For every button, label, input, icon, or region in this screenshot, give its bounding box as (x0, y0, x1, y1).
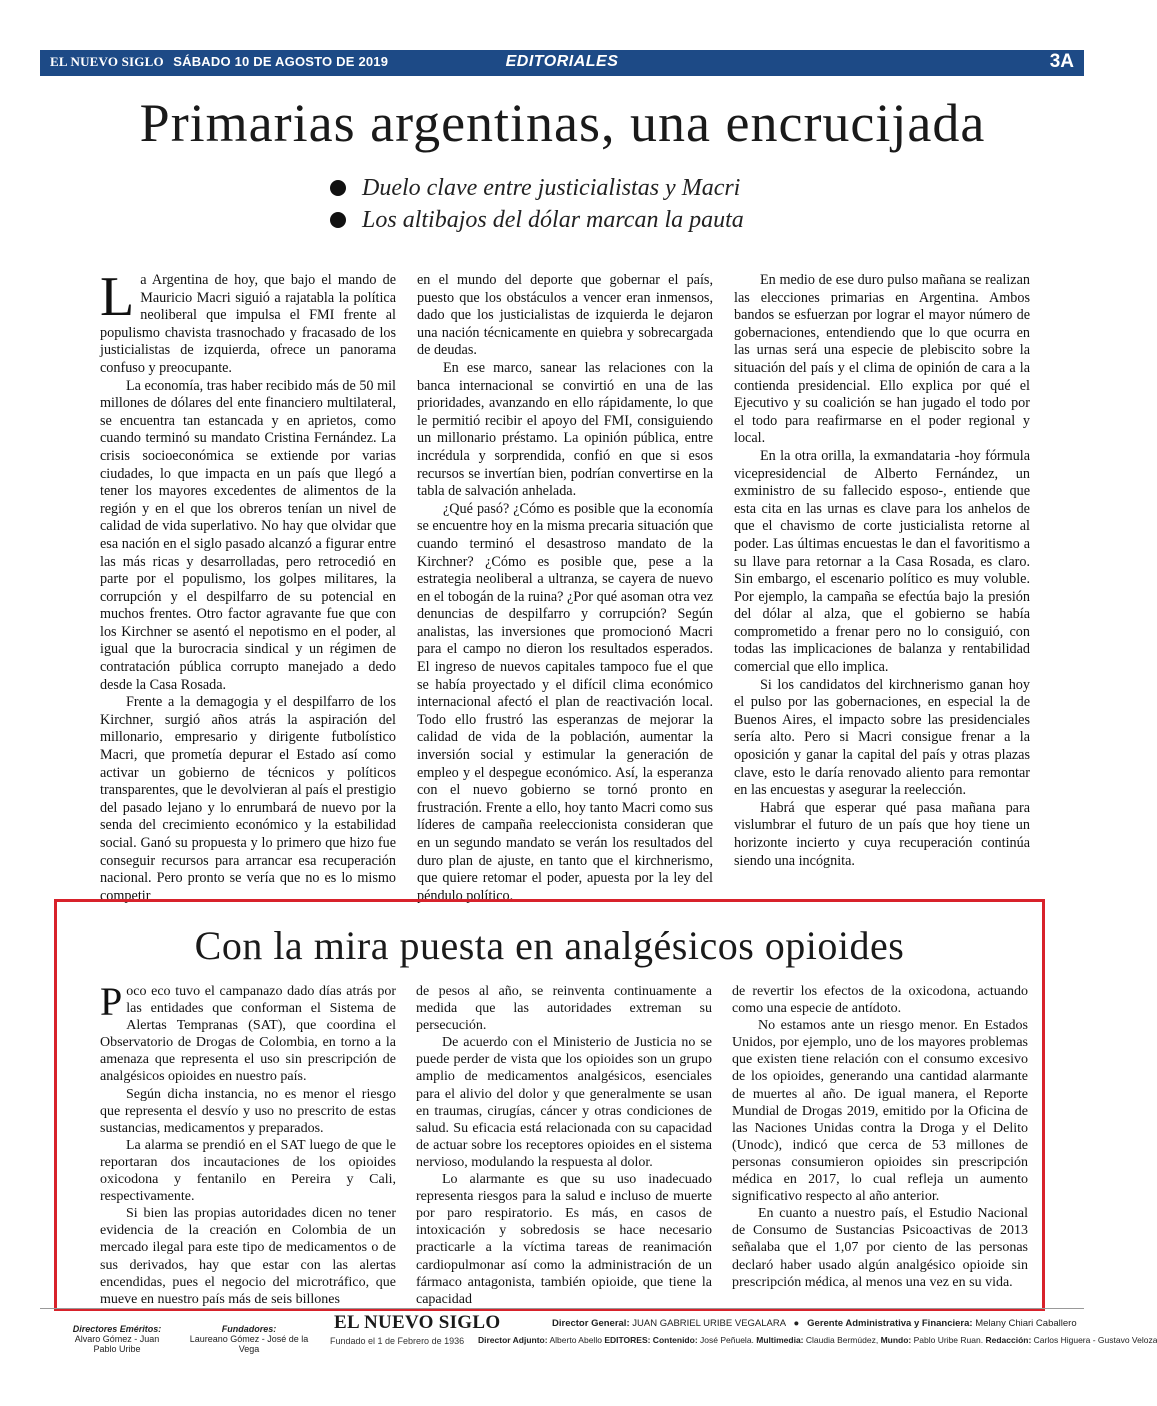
paragraph: En medio de ese duro pulso mañana se realizan las elecciones primarias en Argentina. Ambos bandos se esfuerzan por lograr el mayor número de gobernaciones, entendiendo que lo que ocurra en las urnas será una especie de plebiscito sobre la situación del país y el clima de opinión de cara a la contienda presidencial. Ello explica por qué el Ejecutivo y su coalición se han jugado el todo por el todo para reafirmarse en el poder regional y local. (734, 272, 1030, 447)
paragraph: Habrá que esperar qué pasa mañana para vislumbrar el futuro de un país que hoy tiene un horizonte incierto y cuya recuperación continúa siendo una incógnita. (734, 799, 1030, 869)
founded-date: Fundado el 1 de Febrero de 1936 (330, 1336, 465, 1346)
drop-cap: L (100, 266, 135, 328)
mundo-label: Mundo: (880, 1335, 912, 1345)
summary-bullet-text: Los altibajos del dólar marcan la pauta (362, 206, 744, 233)
directores-emeritos (62, 1324, 172, 1354)
drop-cap: P (100, 979, 123, 1024)
newspaper-name: EL NUEVO SIGLO (50, 54, 164, 69)
paragraph: Frente a la demagogia y el despilfarro de los Kirchner, surgió años atrás la aspiración del millonario, empresario y dirigente futbolístico Macri, que prometía depurar el Estado así como activar un gobierno de técnicos y políticos transparentes, que le devolvieran al país el prestigio del pasado lejano y lo enrumbará de nuevo por la senda del crecimiento económico y la estabilidad social. Ganó su propuesta y lo primero que hizo fue conseguir recursos para arrancar esa recuperación nacional. Pero pronto se vería que no es lo mismo competir (100, 694, 396, 904)
paragraph (100, 979, 396, 1086)
paragraph: En la otra orilla, la exmandataria -hoy fórmula vicepresidencial de Alberto Fernández, un exministro de su fallecido esposo-, entiende que esta cita en las urnas es clave para los anhelos de que el chavismo de corte justicialista retorne al poder. Las últimas encuestas le dan el favoritismo a su llave para retornar a la Casa Rosada, es claro. Sin embargo, el escenario político es muy voluble. Por ejemplo, la campaña se efectúa bajo la presión del dólar al alza, que el gobierno se había comprometido a frenar pero no lo consiguió, con todas las implicaciones de balanza y rentabilidad comercial que ello implica. (734, 447, 1030, 676)
paragraph (100, 266, 396, 378)
paragraph: Si los candidatos del kirchnerismo ganan hoy el pulso por las gobernaciones, en especial la de Buenos Aires, el impacto sobre las presidenciales sería alto. Pero si Macri consigue frenar a la oposición y ganar la capital del país y otras plazas clave, esto le daría renovado aliento para remontar en las encuestas y asegurar la reelección. (734, 676, 1030, 799)
box-column-1 (100, 979, 396, 1307)
paragraph: de pesos al año, se reinventa continuamente a medida que las autoridades extreman su persecución. (416, 984, 712, 1034)
mundo-name: Pablo Uribe Ruan. (913, 1335, 984, 1345)
fundadores-label: Fundadores: (221, 1324, 277, 1334)
editores-label: EDITORES: Contenido: (604, 1335, 698, 1345)
main-editorial-summary (330, 172, 890, 236)
directores-label: Directores Eméritos: (72, 1324, 162, 1334)
director-adjunto-label: Director Adjunto: (478, 1335, 548, 1345)
paragraph-text: a Argentina de hoy, que bajo el mando de Mauricio Macri siguió a rajatabla la política neoliberal que impulsa el FMI frente al populismo chavista trasnochado y fracasado de los justicialistas de izquierda, ofrece un panorama confuso y preocupante. (100, 272, 396, 376)
paragraph: en el mundo del deporte que gobernar el país, puesto que los obstáculos a vencer eran inmensos, dado que los justicialistas de izquierda le dejaron una nación técnicamente en quiebra y sobrecargada de deudas. (417, 272, 713, 359)
fundadores (186, 1324, 312, 1354)
paragraph: En cuanto a nuestro país, el Estudio Nacional de Consumo de Sustancias Psicoactivas de 2013 señalaba que el 1,07 por ciento de las personas declaró haber usado algún analgésico opioide sin prescripción médica, al menos una vez en su vida. (732, 1206, 1028, 1290)
main-column-2 (417, 272, 713, 904)
secondary-editorial-body (100, 979, 1028, 1307)
box-column-3 (732, 983, 1028, 1301)
staff-line-2 (478, 1335, 1157, 1345)
gerente-label: Gerente Administrativa y Financiera: (807, 1318, 973, 1329)
main-editorial-title: Primarias argentinas, una encrucijada (139, 93, 986, 153)
bullet-dot-icon (330, 212, 346, 228)
multimedia-label: Multimedia: (756, 1335, 804, 1345)
paragraph: En ese marco, sanear las relaciones con la banca internacional se convirtió en una de las prioridades, avanzando en ello rápidamente, lo que le permitió recibir el apoyo del FMI, consiguiendo un millonario préstamo. La opinión pública, entre incrédula y sorprendida, confió en que si esos recursos se invertían bien, podrían convertirse en la tabla de salvación anhelada. (417, 359, 713, 500)
main-column-3 (734, 272, 1030, 894)
issue-date: SÁBADO 10 DE AGOSTO DE 2019 (173, 54, 389, 69)
paragraph: de revertir los efectos de la oxicodona, actuando como una especie de antídoto. (732, 984, 1028, 1017)
director-general-label: Director General: (552, 1318, 630, 1329)
redaccion-label: Redacción: (985, 1335, 1032, 1345)
bullet-dot-icon (330, 180, 346, 196)
summary-bullet-text: Duelo clave entre justicialistas y Macri (362, 174, 741, 201)
box-column-2 (416, 983, 712, 1307)
page-header-bar (40, 50, 1084, 76)
paragraph: Según dicha instancia, no es menor el riesgo que representa el desvío y uso no prescrito de estas sustancias, medicamentos y preparados. (100, 1086, 396, 1136)
paragraph: La economía, tras haber recibido más de 50 mil millones de dólares del ente financiero multilateral, se encuentra tan estancada y en aprietos, como cuando terminó su mandato Cristina Fernández. La crisis socioeconómica se extiende por varias ciudades, lo que impacta en un país que llegó a tener los mayores excedentes de alimentos de la región y en el que los obreros tenían un nivel de calidad de vida superlativo. No hay que olvidar que esa nación en el siglo pasado alcanzó a figurar entre las más ricas y desarrolladas, pero retrocedió en parte por el populismo, los golpes militares, la corrupción y el despilfarro de su potencial en muchos frentes. Otro factor agravante fue que con los Kirchner se asentó el nepotismo en el poder, al igual que la burocracia sindical y un régimen de contratación pública corrupto manejado a dedo desde la Casa Rosada. (100, 377, 396, 693)
paragraph-text: oco eco tuvo el campanazo dado días atrás por las entidades que conforman el Sistema de Alertas Tempranas (SAT), que coordina el Observatorio de Drogas de Colombia, en torno a la amenaza que representa el uso sin prescripción de analgésicos opioides en nuestro país. (100, 984, 396, 1085)
page-number: 3A (1049, 51, 1074, 72)
multimedia-name: Claudia Bermúdez, (805, 1335, 879, 1345)
paragraph: No estamos ante un riesgo menor. En Estados Unidos, por ejemplo, uno de los mayores problemas que existen tiene relación con el consumo excesivo de los opioides, generando una cantidad alarmante de muertes al año. De igual manera, el Reporte Mundial de Drogas 2019, emitido por la Oficina de las Naciones Unidas contra la Droga y el Delito (Unodc), indicó que cerca de 53 millones de personas consumieron opioides sin prescripción médica en 2017, lo cual refleja un aumento significativo respecto al año anterior. (732, 1018, 1028, 1205)
summary-bullet (330, 204, 890, 236)
staff-line-1 (552, 1318, 1077, 1329)
secondary-editorial-title: Con la mira puesta en analgésicos opioides (194, 923, 905, 968)
director-adjunto-name: Alberto Abello (549, 1335, 602, 1345)
fundadores-names: Laureano Gómez - José de la Vega (189, 1334, 309, 1354)
main-column-1 (100, 266, 396, 904)
directores-names: Alvaro Gómez - Juan Pablo Uribe (74, 1334, 160, 1354)
footer-divider (40, 1308, 1084, 1309)
paragraph: La alarma se prendió en el SAT luego de que le reportaran dos incautaciones de los opioides oxicodona y fentanilo en Pereira y Cali, respectivamente. (100, 1137, 396, 1205)
director-general-name: JUAN GABRIEL URIBE VEGALARA (632, 1318, 786, 1329)
paragraph: ¿Qué pasó? ¿Cómo es posible que la economía se encuentre hoy en la misma precaria situación que cuando terminó el desastroso mandato de la Kirchner? ¿Cómo es posible que, pese a la estrategia neoliberal a ultranza, se cayera de nuevo en el tobogán de la ruina? ¿Por qué asoman otra vez denuncias de despilfarro y corrupción? Según analistas, las inversiones que promocionó Macri para el campo no dieron los resultados esperados. El ingreso de nuevos capitales tampoco fue el que se había proyectado y el difícil clima económico internacional afectó el plan de reactivación local. Todo ello frustró las esperanzas de mejorar la calidad de vida de la población, aumentar la inversión social y estimular la generación de empleo y el despegue económico. Así, la esperanza con el nuevo gobierno se tornó pronto en frustración. Frente a ello, hoy tanto Macri como sus líderes de campaña reeleccionista consideran que en un segundo mandato se verán los resultados del duro plan de ajuste, en tanto que el kirchnerismo, que quiere retomar el poder, apuesta por la ley del péndulo político. (417, 500, 713, 904)
newspaper-logo: EL NUEVO SIGLO (334, 1312, 501, 1333)
separator-dot-icon: ● (793, 1318, 800, 1329)
section-name: EDITORIALES (505, 53, 619, 70)
main-editorial-body (100, 266, 1030, 904)
paragraph: De acuerdo con el Ministerio de Justicia no se puede perder de vista que los opioides son un grupo amplio de medicamentos analgésicos, esenciales para el alivio del dolor y que generalmente se usan en traumas, cirugías, cáncer y otras condiciones de salud. Su eficacia está relacionada con su capacidad de actuar sobre los receptores opioides en el sistema nervioso, modulando la respuesta al dolor. (416, 1035, 712, 1170)
paragraph: Lo alarmante es que su uso inadecuado representa riesgos para la salud e incluso de muerte por paro respiratorio. Es más, en casos de intoxicación y sobredosis se hace necesario practicarle a la víctima tareas de reanimación cardiopulmonar así como la administración de un fármaco antagonista, también opioide, que tiene la capacidad (416, 1172, 712, 1307)
summary-bullet (330, 172, 890, 204)
editores-name: José Peñuela. (700, 1335, 754, 1345)
redaccion-names: Carlos Higuera - Gustavo Veloza (1033, 1335, 1157, 1345)
paragraph: Si bien las propias autoridades dicen no tener evidencia de la creación en Colombia de un mercado ilegal para este tipo de medicamentos o de sus derivados, hay que estar con las alertas encendidas, pues el negocio del microtráfico, que mueve en nuestro país más de seis billones (100, 1206, 396, 1307)
gerente-name: Melany Chiari Caballero (975, 1318, 1077, 1329)
